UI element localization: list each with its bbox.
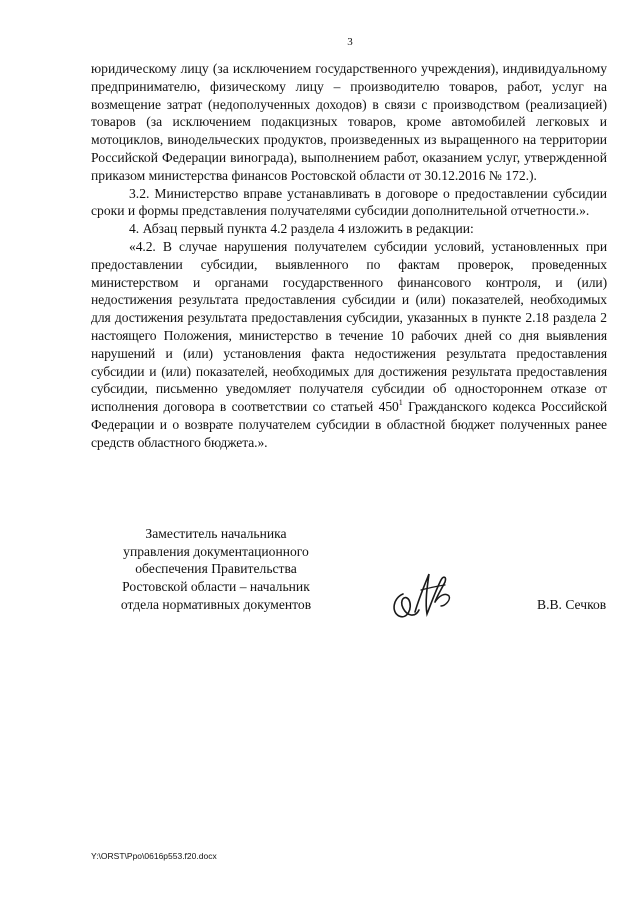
position-line: Ростовской области – начальник <box>122 579 310 595</box>
paragraph-4-2-text: «4.2. В случае нарушения получателем субсидии условий, установленных при предоставлении субсидии, выявленного по фактам проверок, проведенных министерством и органами государственного финансового контроля, и (или) недостижения результата предоставления субсидии и (или) показателей, необходимых для достижения результата предоставления субсидии, указанных в пункте 2.18 раздела 2 настоящего Положения, министерство в течение 10 рабочих дней со дня выявления нарушений и (или) установления факта недостижения результата предоставления субсидии и (или) показателей, необходимых для достижения результата предоставления субсидии, письменно уведомляет получателя субсидии об одностороннем отказе от исполнения договора в соответствии со статьей 450 <box>91 238 607 415</box>
position-line: Заместитель начальника <box>145 526 287 541</box>
position-line: отдела нормативных документов <box>120 596 312 612</box>
signer-name: В.В. Сечков <box>537 597 607 612</box>
paragraph-4-2-text-end: Гражданского кодекса Российской Федерации и о возврате получателем субсидии в областной бюджет полученных ранее средств областного бюджета.». <box>91 399 608 450</box>
paragraph-amendment-4: 4. Абзац первый пункта 4.2 раздела 4 изложить в редакции: <box>129 221 474 237</box>
paragraph-continuation: юридическому лицу (за исключением государственного учреждения), индивидуальному предпринимателю, физическому лицу – производителю товаров, работ, услуг на возмещение затрат (недополученных доходов) в связи с производством (реализацией) товаров (за исключением подакцизных товаров, кроме автомобилей легковых и мотоциклов, винодельческих продуктов, произведенных из выращенного на территории Российской Федерации винограда), выполнением работ, оказанием услуг, утвержденной приказом министерства финансов Ростовской области от 30.12.2016 № 172.). <box>91 61 607 183</box>
file-path: Y:\ORST\Ppo\0616p553.f20.docx <box>91 851 217 861</box>
signatory-position <box>116 525 316 614</box>
footnote-mark: 1 <box>398 397 403 407</box>
page-number: 3 <box>347 36 353 48</box>
position-line: управления документационного <box>123 543 309 559</box>
position-line: обеспечения Правительства <box>135 561 297 577</box>
document-body <box>91 60 607 452</box>
paragraph-3-2: 3.2. Министерство вправе устанавливать в договоре о предоставлении субсидии сроки и формы представления получателями субсидии дополнительной отчетности.». <box>91 185 607 219</box>
handwritten-signature <box>385 566 465 626</box>
paragraph-4-2 <box>91 238 607 452</box>
